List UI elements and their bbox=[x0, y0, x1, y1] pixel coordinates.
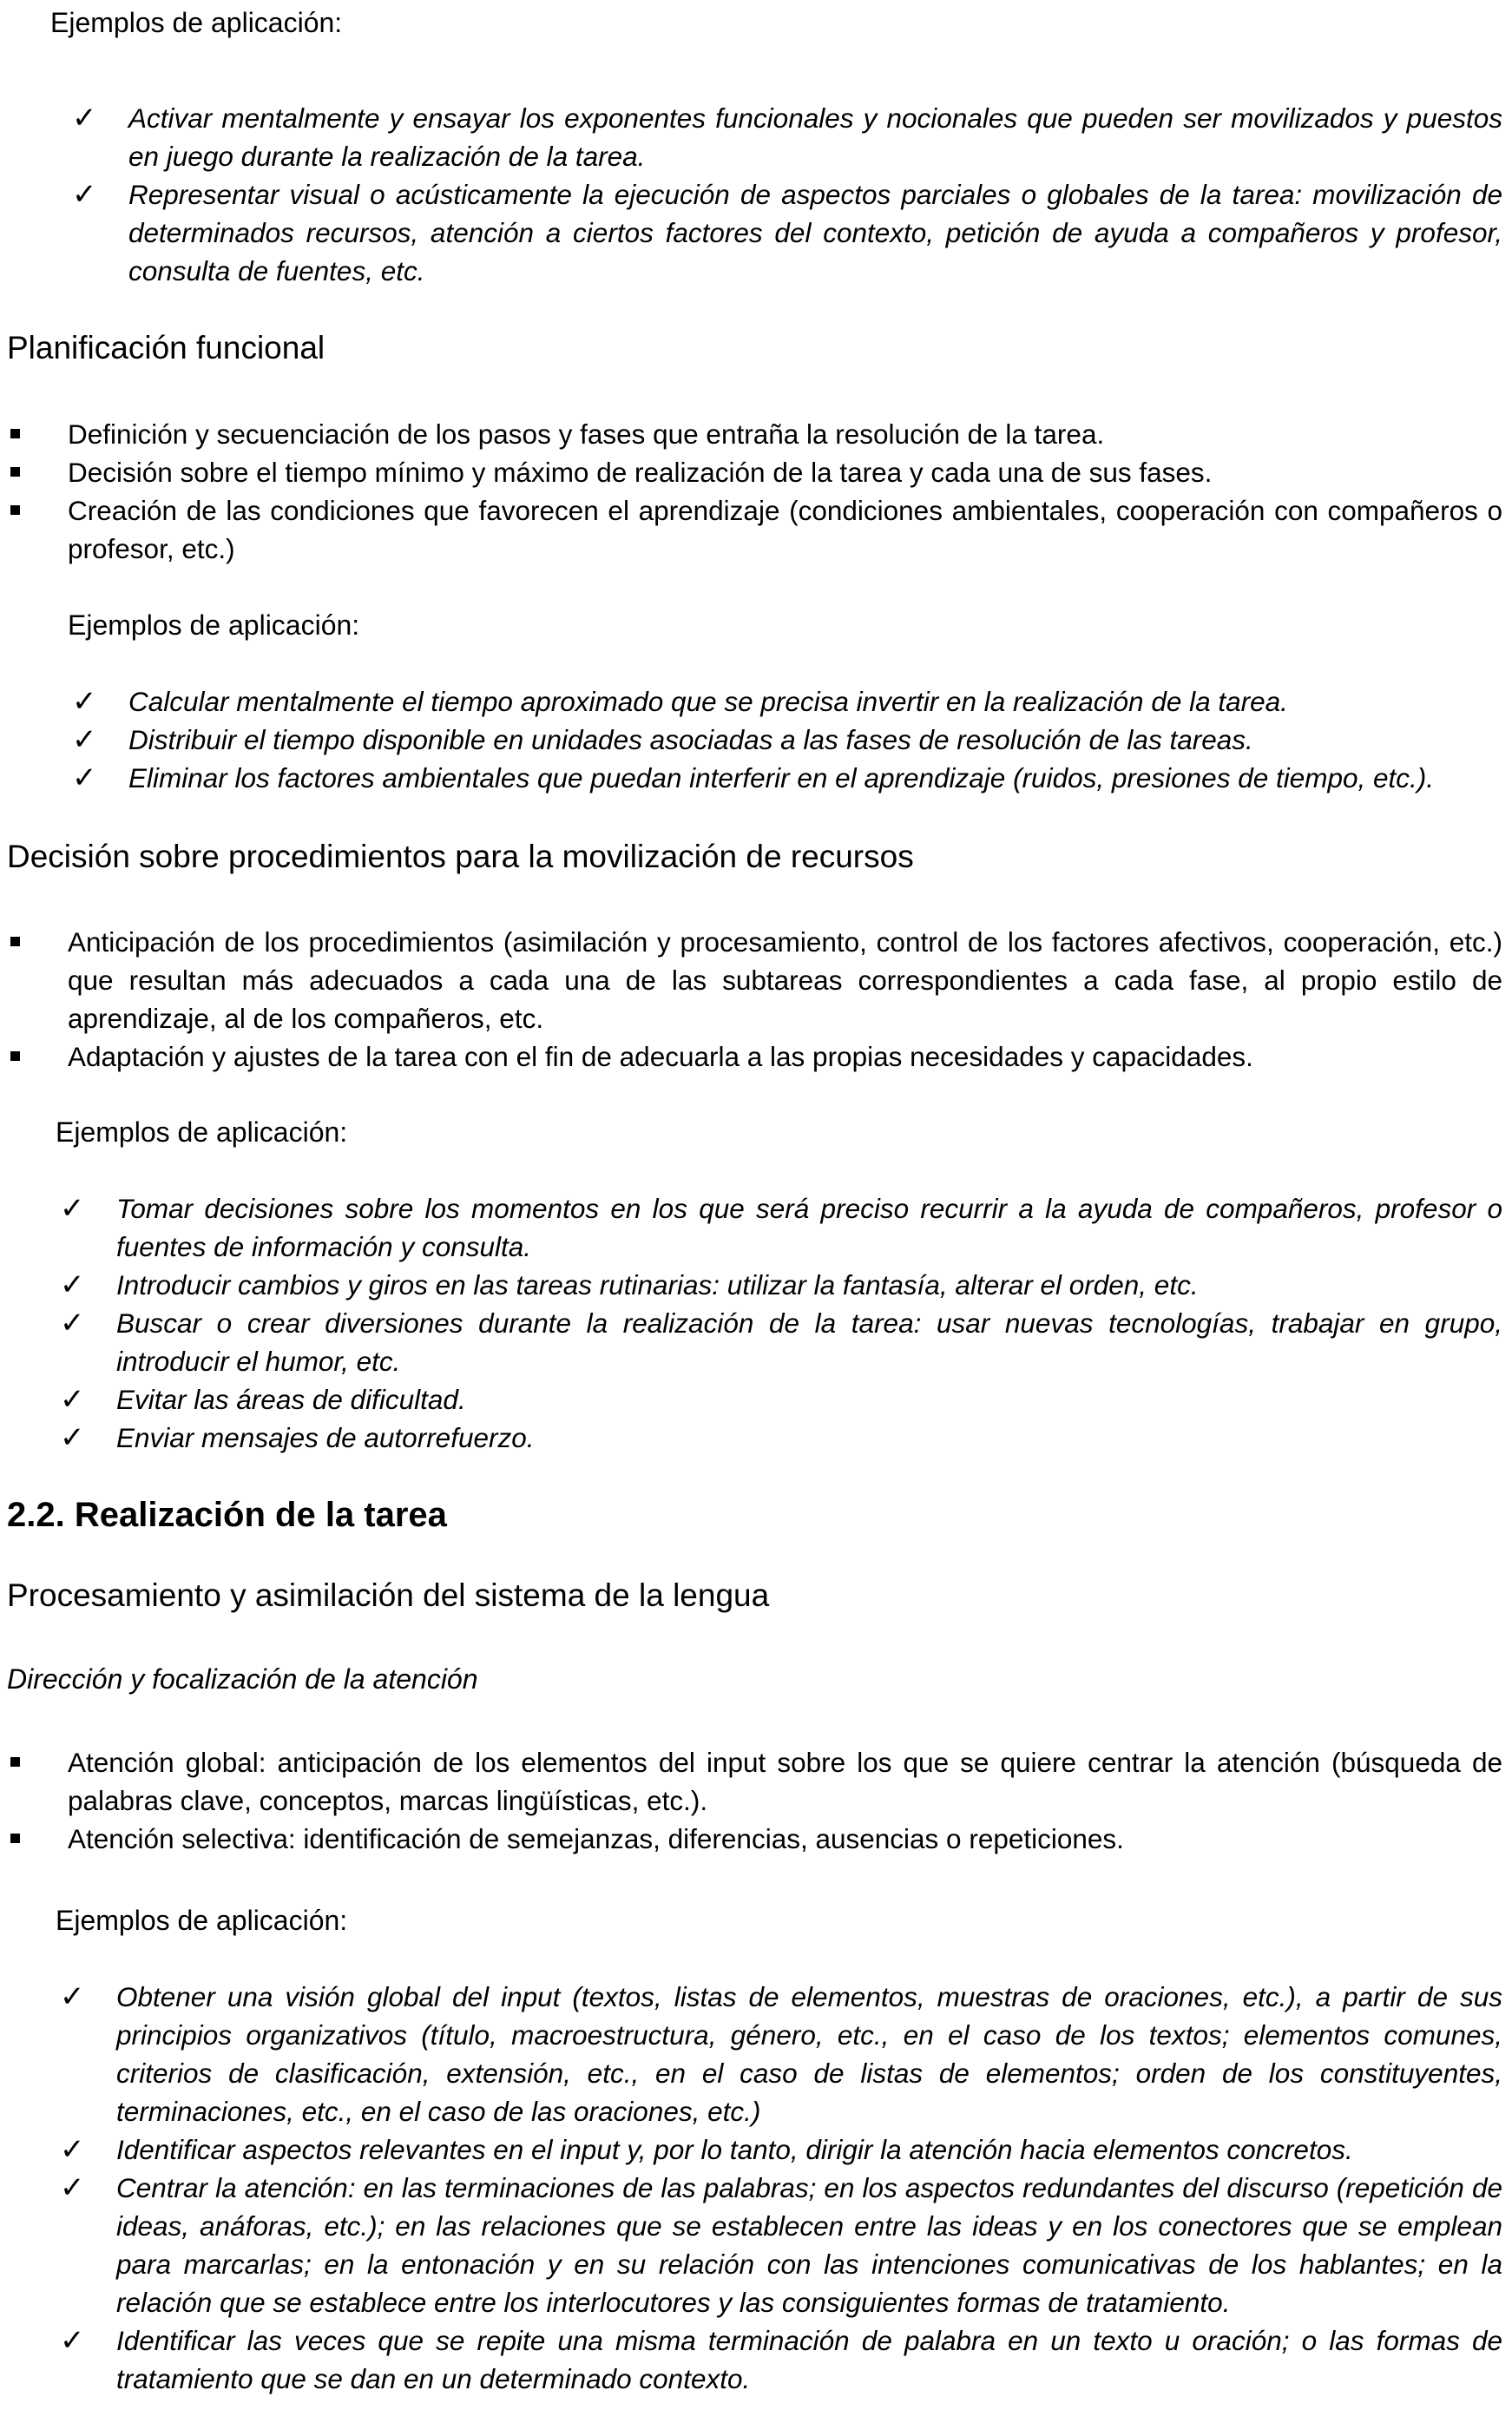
square-bullet-icon bbox=[10, 505, 20, 515]
list-item: Atención global: anticipación de los elementos del input sobre los que se quiere centrar la atención (búsqueda de palabras clave, conceptos, marcas lingüísticas, etc.). bbox=[68, 1743, 1502, 1820]
bullet-list bbox=[68, 1743, 1502, 1858]
checkmark-icon: ✓ bbox=[60, 1980, 85, 2013]
list-item: Creación de las condiciones que favorecen el aprendizaje (condiciones ambientales, cooperación con compañeros o profesor, etc.) bbox=[68, 491, 1502, 568]
example-list bbox=[60, 1978, 1502, 2398]
list-item: Decisión sobre el tiempo mínimo y máximo de realización de la tarea y cada una de sus fases. bbox=[68, 453, 1502, 491]
checkmark-icon: ✓ bbox=[60, 1268, 85, 1301]
checkmark-icon: ✓ bbox=[72, 102, 97, 135]
bullet-list bbox=[68, 415, 1502, 568]
checkmark-icon: ✓ bbox=[72, 723, 97, 756]
checkmark-icon: ✓ bbox=[60, 1383, 85, 1416]
list-item: ✓ Eliminar los factores ambientales que puedan interferir en el aprendizaje (ruidos, presiones de tiempo, etc.). bbox=[128, 759, 1502, 797]
section-heading: Planificación funcional bbox=[7, 330, 325, 365]
list-item: ✓ Tomar decisiones sobre los momentos en los que será preciso recurrir a la ayuda de compañeros, profesor o fuentes de información y consulta. bbox=[116, 1189, 1502, 1266]
list-item: Anticipación de los procedimientos (asimilación y procesamiento, control de los factores afectivos, cooperación, etc.) que resultan más adecuados a cada una de las subtareas correspondientes a cada fase, al propio estilo de aprendizaje, al de los compañeros, etc. bbox=[68, 923, 1502, 1037]
list-item: Adaptación y ajustes de la tarea con el fin de adecuarla a las propias necesidades y capacidades. bbox=[68, 1037, 1502, 1076]
checkmark-icon: ✓ bbox=[60, 2324, 85, 2357]
list-item: ✓ Obtener una visión global del input (textos, listas de elementos, muestras de oraciones, etc.), a partir de sus principios organizativos (título, macroestructura, género, etc., en el caso de los textos; elementos comunes, criterios de clasificación, extensión, etc., en el caso de listas de elementos; orden de los constituyentes, terminaciones, etc., en el caso de las oraciones, etc.) bbox=[116, 1978, 1502, 2130]
example-list bbox=[60, 1189, 1502, 1457]
examples-label: Ejemplos de aplicación: bbox=[50, 7, 343, 38]
list-item: ✓ Distribuir el tiempo disponible en unidades asociadas a las fases de resolución de las tareas. bbox=[128, 721, 1502, 759]
list-item: ✓ Identificar aspectos relevantes en el input y, por lo tanto, dirigir la atención hacia elementos concretos. bbox=[116, 2130, 1502, 2169]
list-item: ✓ Evitar las áreas de dificultad. bbox=[116, 1380, 1502, 1419]
examples-label: Ejemplos de aplicación: bbox=[56, 1905, 348, 1936]
italic-subheading: Dirección y focalización de la atención bbox=[7, 1663, 478, 1695]
checkmark-icon: ✓ bbox=[72, 178, 97, 211]
list-item: ✓ Representar visual o acústicamente la ejecución de aspectos parciales o globales de la tarea: movilización de determinados recursos, atención a ciertos factores del contexto, petición de ayuda a compañeros y profesor, consulta de fuentes, etc. bbox=[128, 175, 1502, 290]
square-bullet-icon bbox=[10, 467, 20, 477]
section-title: 2.2. Realización de la tarea bbox=[7, 1496, 447, 1534]
bullet-list bbox=[68, 923, 1502, 1076]
list-item: ✓ Activar mentalmente y ensayar los exponentes funcionales y nocionales que pueden ser movilizados y puestos en juego durante la realización de la tarea. bbox=[128, 99, 1502, 175]
checkmark-icon: ✓ bbox=[60, 1421, 85, 1454]
square-bullet-icon bbox=[10, 1757, 20, 1767]
square-bullet-icon bbox=[10, 937, 20, 946]
checkmark-icon: ✓ bbox=[60, 2133, 85, 2166]
checkmark-icon: ✓ bbox=[72, 761, 97, 794]
checkmark-icon: ✓ bbox=[60, 1192, 85, 1225]
list-item: Atención selectiva: identificación de semejanzas, diferencias, ausencias o repeticiones. bbox=[68, 1820, 1502, 1858]
square-bullet-icon bbox=[10, 1834, 20, 1843]
square-bullet-icon bbox=[10, 429, 20, 438]
example-list bbox=[72, 99, 1502, 290]
subsection-heading: Procesamiento y asimilación del sistema de la lengua bbox=[7, 1577, 770, 1613]
example-list bbox=[72, 682, 1502, 797]
list-item: ✓ Centrar la atención: en las terminaciones de las palabras; en los aspectos redundantes del discurso (repetición de ideas, anáforas, etc.); en las relaciones que se establecen entre las ideas y en los conectores que se emplean para marcarlas; en la entonación y en su relación con las intenciones comunicativas de los hablantes; en la relación que se establece entre los interlocutores y las consiguientes formas de tratamiento. bbox=[116, 2169, 1502, 2321]
list-item: ✓ Introducir cambios y giros en las tareas rutinarias: utilizar la fantasía, alterar el orden, etc. bbox=[116, 1266, 1502, 1304]
section-heading: Decisión sobre procedimientos para la movilización de recursos bbox=[7, 839, 914, 874]
list-item: ✓ Enviar mensajes de autorrefuerzo. bbox=[116, 1419, 1502, 1457]
checkmark-icon: ✓ bbox=[60, 1307, 85, 1340]
list-item: ✓ Identificar las veces que se repite una misma terminación de palabra en un texto u oración; o las formas de tratamiento que se dan en un determinado contexto. bbox=[116, 2321, 1502, 2398]
list-item: Definición y secuenciación de los pasos y fases que entraña la resolución de la tarea. bbox=[68, 415, 1502, 453]
list-item: ✓ Buscar o crear diversiones durante la realización de la tarea: usar nuevas tecnologías, trabajar en grupo, introducir el humor, etc. bbox=[116, 1304, 1502, 1380]
square-bullet-icon bbox=[10, 1051, 20, 1061]
examples-label: Ejemplos de aplicación: bbox=[56, 1116, 348, 1148]
examples-label: Ejemplos de aplicación: bbox=[68, 609, 360, 641]
checkmark-icon: ✓ bbox=[72, 685, 97, 718]
checkmark-icon: ✓ bbox=[60, 2171, 85, 2204]
list-item: ✓ Calcular mentalmente el tiempo aproximado que se precisa invertir en la realización de la tarea. bbox=[128, 682, 1502, 721]
